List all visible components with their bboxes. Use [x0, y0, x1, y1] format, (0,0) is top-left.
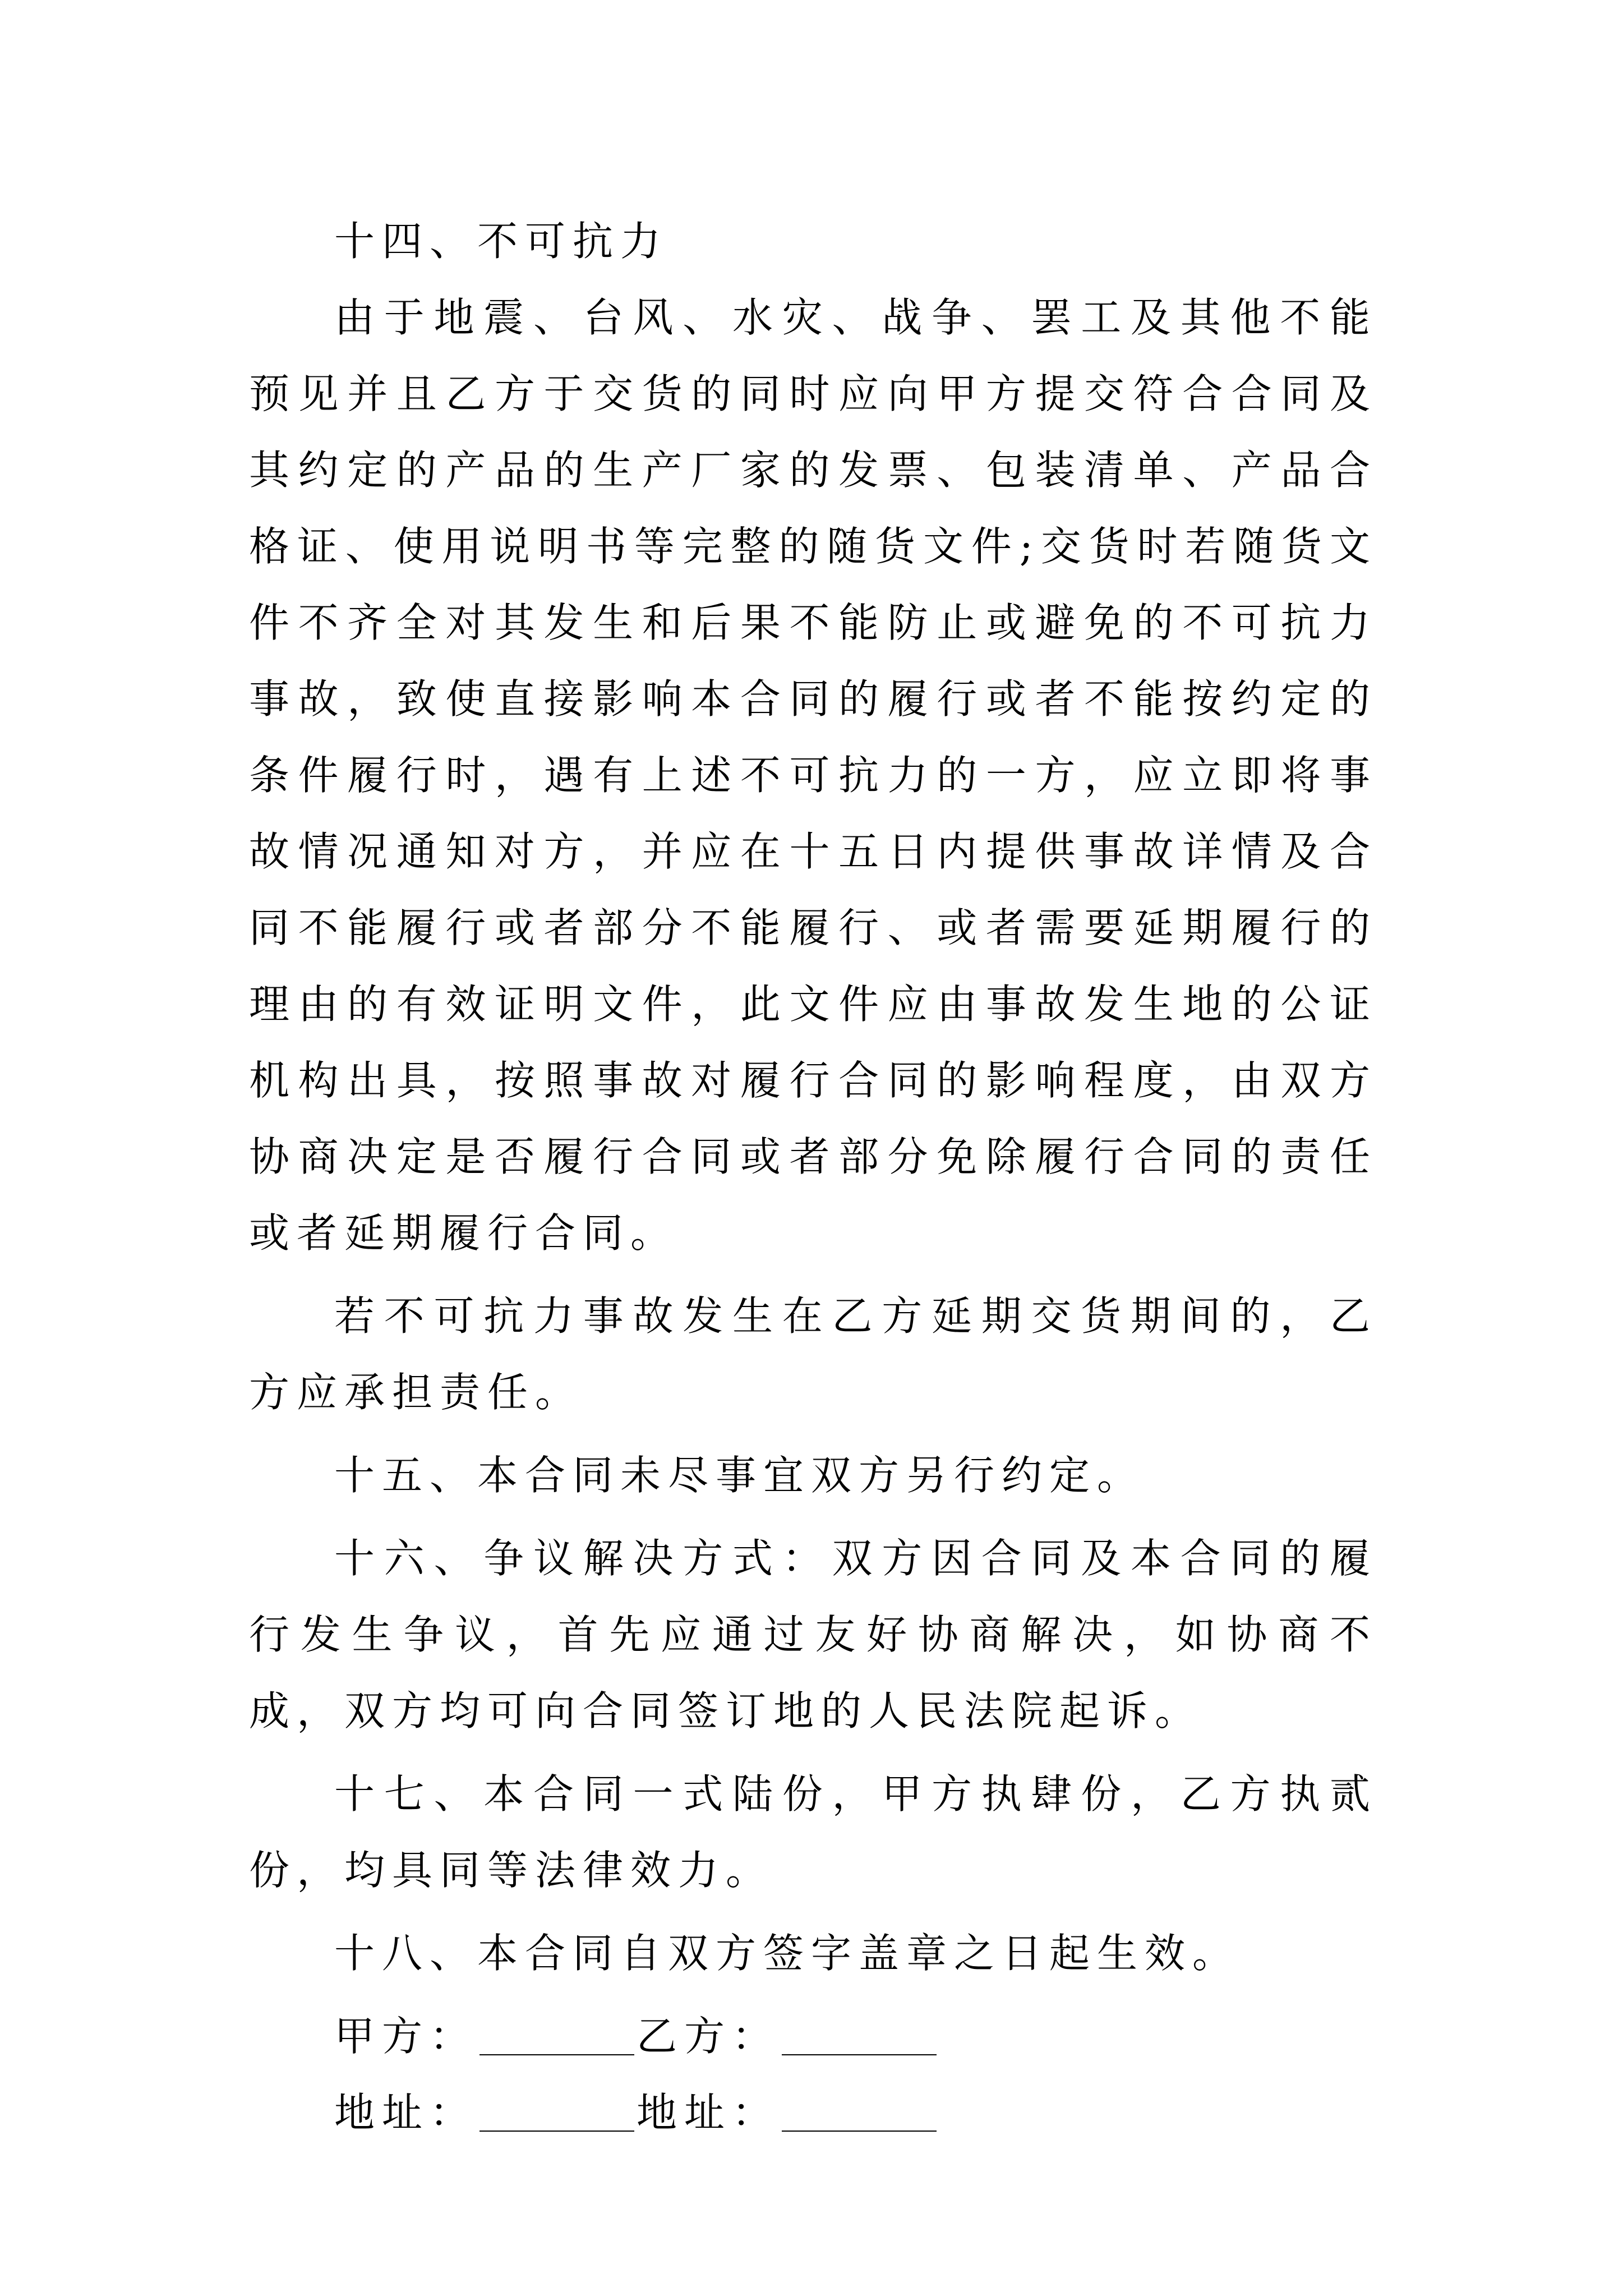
paragraph-clause-16-dispute: 十六、争议解决方式：双方因合同及本合同的履行发生争议，首先应通过友好协商解决，如协商不成，双方均可向合同签订地的人民法院起诉。 — [249, 1535, 1377, 1734]
signature-row-addresses — [249, 2074, 1377, 2151]
party-b-blank-line — [782, 1998, 937, 2055]
party-a-blank-line — [479, 1998, 634, 2055]
paragraph-clause-17-copies: 十七、本合同一式陆份，甲方执肆份，乙方执贰份，均具同等法律效力。 — [249, 1770, 1377, 1894]
address-a-blank-line — [479, 2074, 634, 2132]
party-b-label: 乙方： — [637, 2013, 780, 2060]
address-b-blank-line — [782, 2074, 937, 2132]
signature-row-parties — [249, 1998, 1377, 2074]
paragraph-force-majeure-terms: 由于地震、台风、水灾、战争、罢工及其他不能预见并且乙方于交货的同时应向甲方提交符合合同及其约定的产品的生产厂家的发票、包装清单、产品合格证、使用说明书等完整的随货文件;交货时若随货文件不齐全对其发生和后果不能防止或避免的不可抗力事故，致使直接影响本合同的履行或者不能按约定的条件履行时，遇有上述不可抗力的一方，应立即将事故情况通知对方，并应在十五日内提供事故详情及合同不能履行或者部分不能履行、或者需要延期履行的理由的有效证明文件，此文件应由事故发生地的公证机构出具，按照事故对履行合同的影响程度，由双方协商决定是否履行合同或者部分免除履行合同的责任或者延期履行合同。 — [249, 294, 1377, 1257]
paragraph-clause-18-effective: 十八、本合同自双方签字盖章之日起生效。 — [334, 1930, 1241, 1977]
address-b-label: 地址： — [637, 2089, 780, 2136]
section-heading-force-majeure: 十四、不可抗力 — [334, 218, 668, 265]
party-a-label: 甲方： — [334, 2013, 478, 2060]
paragraph-clause-15: 十五、本合同未尽事宜双方另行约定。 — [334, 1452, 1145, 1499]
address-a-label: 地址： — [334, 2089, 478, 2136]
paragraph-delay-liability: 若不可抗力事故发生在乙方延期交货期间的，乙方应承担责任。 — [249, 1292, 1377, 1416]
document-body — [249, 203, 1377, 2151]
